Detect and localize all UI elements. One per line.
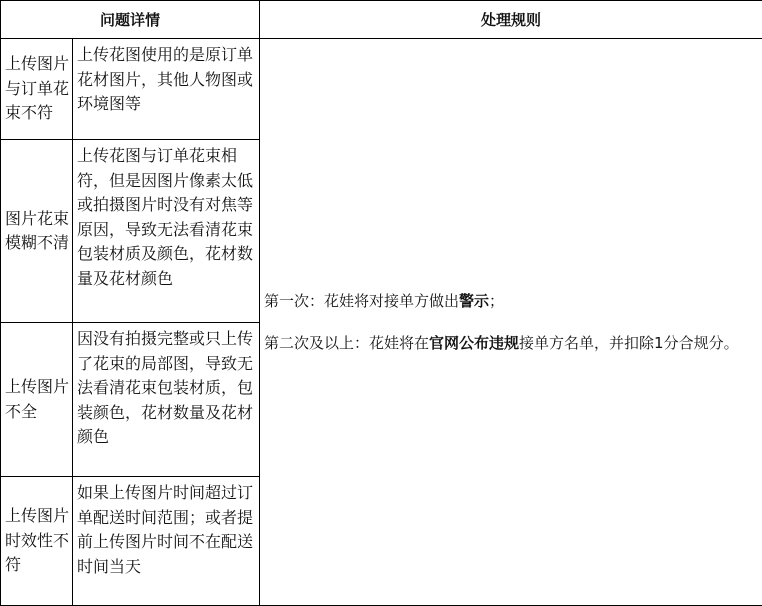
detail-cell: 如果上传图片时间超过订单配送时间范围；或者提前上传图片时间不在配送时间当天 <box>73 477 260 606</box>
detail-cell: 上传花图与订单花束相符，但是因图片像素太低或拍摄图片时没有对焦等原因，导致无法看清花束包装材质及颜色，花材数量及花材颜色 <box>73 140 260 323</box>
issue-cell: 图片花束模糊不清 <box>1 140 73 323</box>
header-row <box>1 1 762 39</box>
rule-first-text: 第一次：花娃将对接单方做出 <box>264 292 459 310</box>
issue-cell: 上传图片时效性不符 <box>1 477 73 606</box>
rule-second-end: 接单方名单，并扣除1分合规分。 <box>519 334 739 352</box>
rule-first-end: ； <box>489 292 504 310</box>
table-row <box>1 39 762 140</box>
issue-cell: 上传图片不全 <box>1 323 73 477</box>
handling-rules-cell <box>260 39 762 606</box>
rule-repeat-offense <box>264 331 759 355</box>
rule-first-emphasis: 警示 <box>459 292 489 310</box>
header-problem-details: 问题详情 <box>1 1 260 39</box>
rule-first-offense <box>264 289 759 313</box>
header-handling-rules: 处理规则 <box>260 1 762 39</box>
issue-cell: 上传图片与订单花束不符 <box>1 39 73 140</box>
rule-second-emphasis: 官网公布违规 <box>429 334 519 352</box>
detail-cell: 上传花图使用的是原订单花材图片，其他人物图或环境图等 <box>73 39 260 140</box>
detail-cell: 因没有拍摄完整或只上传了花束的局部图，导致无法看清花束包装材质，包装颜色，花材数量及花材颜色 <box>73 323 260 477</box>
rule-second-text: 第二次及以上：花娃将在 <box>264 334 429 352</box>
